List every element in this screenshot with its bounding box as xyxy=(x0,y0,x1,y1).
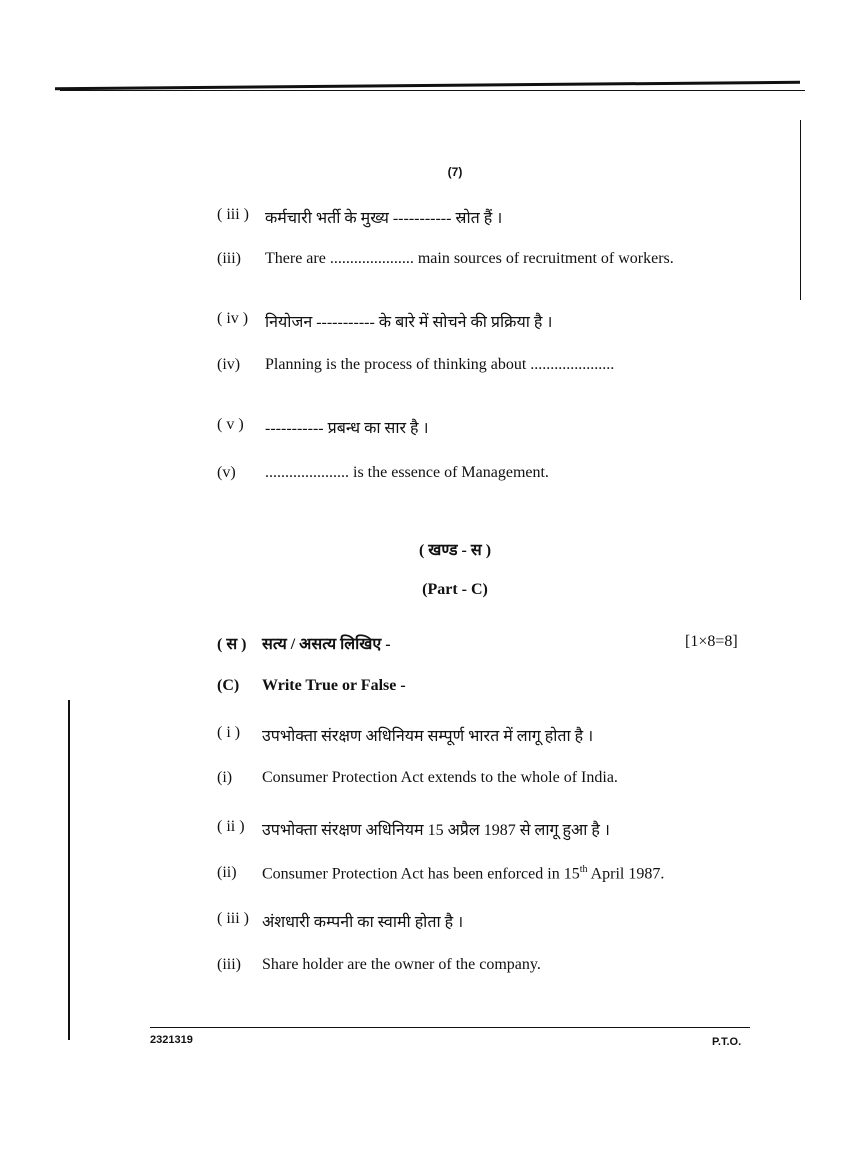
marks-allocation: [1×8=8] xyxy=(685,633,738,650)
page-number: (7) xyxy=(447,165,463,179)
section-heading-hindi: ( खण्ड - स ) xyxy=(418,542,492,559)
paper-code: 2321319 xyxy=(150,1034,193,1046)
pto-label: P.T.O. xyxy=(712,1036,742,1048)
section-heading-english: (Part - C) xyxy=(422,581,488,598)
top-rule xyxy=(55,81,800,91)
footer-rule xyxy=(150,1027,750,1028)
top-rule-2 xyxy=(60,90,805,91)
right-margin-line xyxy=(800,120,801,300)
left-margin-line xyxy=(68,700,70,1040)
